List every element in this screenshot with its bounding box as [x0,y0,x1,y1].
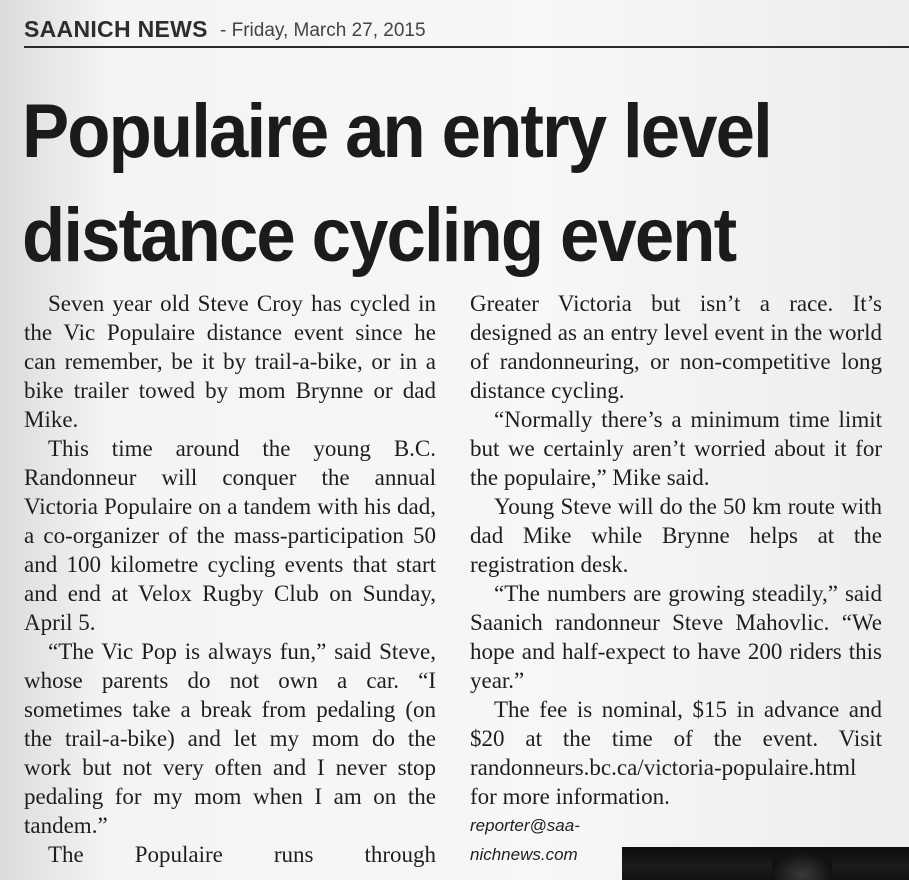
masthead [24,14,909,48]
newspaper-name: SAANICH NEWS [24,16,208,42]
article-headline: Populaire an entry level distance cycling event [22,89,771,278]
paragraph: “The Vic Pop is always fun,” said Steve, whose parents do not own a car. “I sometimes take a break from pedaling (on the trail-a-bike) and let my mom do the work but not very often and I never stop pedaling for my mom when I am on the tandem.” [24,639,436,838]
paragraph: Seven year old Steve Croy has cycled in the Vic Populaire distance event since he can remember, be it by trail-a-bike, or in a bike trailer towed by mom Brynne or dad Mike. [24,291,436,432]
paragraph: This time around the young B.C. Randonneur will conquer the annual Victoria Populaire on a tandem with his dad, a co-organizer of the mass-participation 50 and 100 kilometre cycling events that start and end at Velox Rugby Club on Sunday, April 5. [24,436,436,635]
article-column-right [470,289,882,869]
paragraph: “The numbers are growing steadily,” said Saanich randonneur Steve Mahovlic. “We hope and half-expect to have 200 riders this year.” [470,581,882,693]
paragraph: The fee is nominal, $15 in advance and $20 at the time of the event. Visit randonneurs.bc.ca/victoria-populaire.html for more information. [470,697,882,809]
reporter-email: reporter@saa-nichnews.com [470,816,580,864]
paragraph: The Populaire runs through [48,842,436,867]
article-column-left [24,289,436,869]
paragraph: Greater Victoria but isn’t a race. It’s designed as an entry level event in the world of randonneuring, or non-competitive long distance cycling. [470,291,882,403]
paragraph: “Normally there’s a minimum time limit but we certainly aren’t worried about it for the populaire,” Mike said. [470,407,882,490]
paragraph: Young Steve will do the 50 km route with dad Mike while Brynne helps at the registration desk. [470,494,882,577]
publication-date: - Friday, March 27, 2015 [220,20,426,41]
photo-detail [772,853,832,880]
photo-edge [622,847,909,880]
